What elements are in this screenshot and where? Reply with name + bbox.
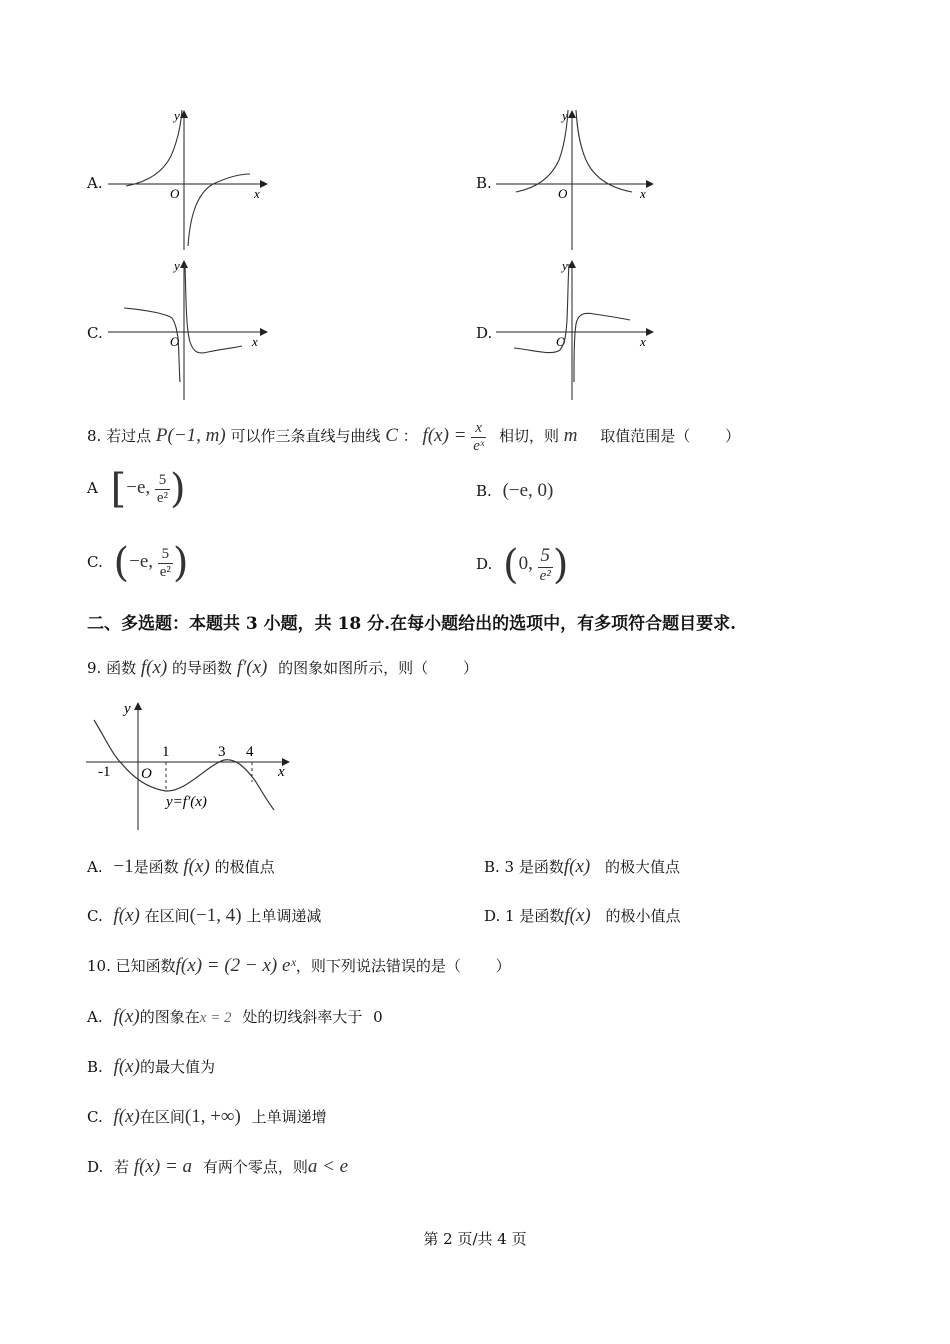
q8-option-b[interactable]: B. (−e, 0) — [476, 480, 554, 501]
q10-option-b[interactable]: B. f(x)的最大值为 — [87, 1056, 215, 1077]
q9-option-b[interactable]: B. 3 是函数f(x) 的极大值点 — [484, 856, 681, 877]
q9-option-a[interactable]: A. −1是函数 f(x) 的极值点 — [87, 856, 275, 877]
page-footer: 第 2 页/共 4 页 — [423, 1230, 527, 1248]
q8-func: f(x) = — [422, 425, 467, 446]
q10-option-d[interactable]: D. 若 f(x) = a 有两个零点，则a < e — [87, 1156, 349, 1177]
q8-option-d[interactable]: D. (0, $\frac{5}{\text{e²}}$ ) — [476, 542, 569, 589]
x-axis-label: x — [252, 334, 258, 349]
y-axis-label: y — [174, 258, 180, 273]
q9-y-label: y — [124, 701, 131, 717]
q8-curve: C — [385, 425, 398, 446]
q9-tick-1: 1 — [162, 744, 170, 760]
y-axis-label: y — [562, 258, 568, 273]
origin-label: O — [556, 334, 566, 349]
q8-option-a[interactable]: A [−e, $\frac{5}{\text{e²}}$ ) — [87, 466, 186, 512]
q9-option-c[interactable]: C. f(x) 在区间(−1, 4) 上单调递减 — [87, 905, 322, 926]
x-axis-label: x — [640, 334, 646, 349]
origin-label: O — [170, 186, 180, 201]
q9-option-d[interactable]: D. 1 是函数f(x) 的极小值点 — [484, 905, 681, 926]
q9-x-label: x — [278, 764, 285, 780]
q8-stem: 8. 若过点 P(−1, m) 可以作三条直线与曲线 C ： f(x) = $\frac{x}{\text{eˣ}}$ 相切，则 m 取值范围是（ ） — [87, 420, 741, 454]
x-axis-label: x — [254, 186, 260, 201]
q10-option-c[interactable]: C. f(x)在区间(1, +∞) 上单调递增 — [87, 1106, 327, 1127]
origin-label: O — [558, 186, 568, 201]
q8-point: P(−1, m) — [155, 425, 226, 446]
q9-curve-label: y=f′(x) — [166, 794, 207, 810]
x-axis-label: x — [640, 186, 646, 201]
q9-tick-minus1: -1 — [98, 764, 111, 780]
q8-fraction: $\frac{x}{\text{eˣ}}$ — [473, 420, 485, 454]
q9-stem: 9. 函数 f(x) 的导函数 f′(x) 的图象如图所示，则（ ） — [87, 657, 478, 678]
q8-var: m — [563, 425, 578, 446]
y-axis-label: y — [174, 108, 180, 123]
q7-option-a-label: A. — [87, 174, 103, 192]
q7-option-d-graph — [496, 258, 656, 400]
q7-option-d-label: D. — [476, 324, 493, 342]
y-axis-label: y — [562, 108, 568, 123]
q7-option-a-graph — [108, 108, 268, 250]
q9-derivative-graph — [86, 696, 296, 832]
q7-option-c-graph — [108, 258, 268, 400]
q10-option-a[interactable]: A. f(x)的图象在x = 2 处的切线斜率大于 0 — [87, 1006, 383, 1027]
q8-option-c[interactable]: C. (−e, $\frac{5}{\text{e²}}$ ) — [87, 540, 189, 586]
section-heading: 二、多选题：本题共 3 小题，共 18 分.在每小题给出的选项中，有多项符合题目要求. — [87, 614, 736, 634]
q9-tick-3: 3 — [218, 744, 226, 760]
q9-tick-4: 4 — [246, 744, 254, 760]
q9-origin: O — [141, 766, 152, 782]
q7-option-c-label: C. — [87, 324, 103, 342]
q7-option-b-label: B. — [476, 174, 492, 192]
q10-stem: 10. 已知函数f(x) = (2 − x) eˣ，则下列说法错误的是（ ） — [87, 955, 511, 976]
q7-option-b-graph — [496, 108, 656, 250]
origin-label: O — [170, 334, 180, 349]
